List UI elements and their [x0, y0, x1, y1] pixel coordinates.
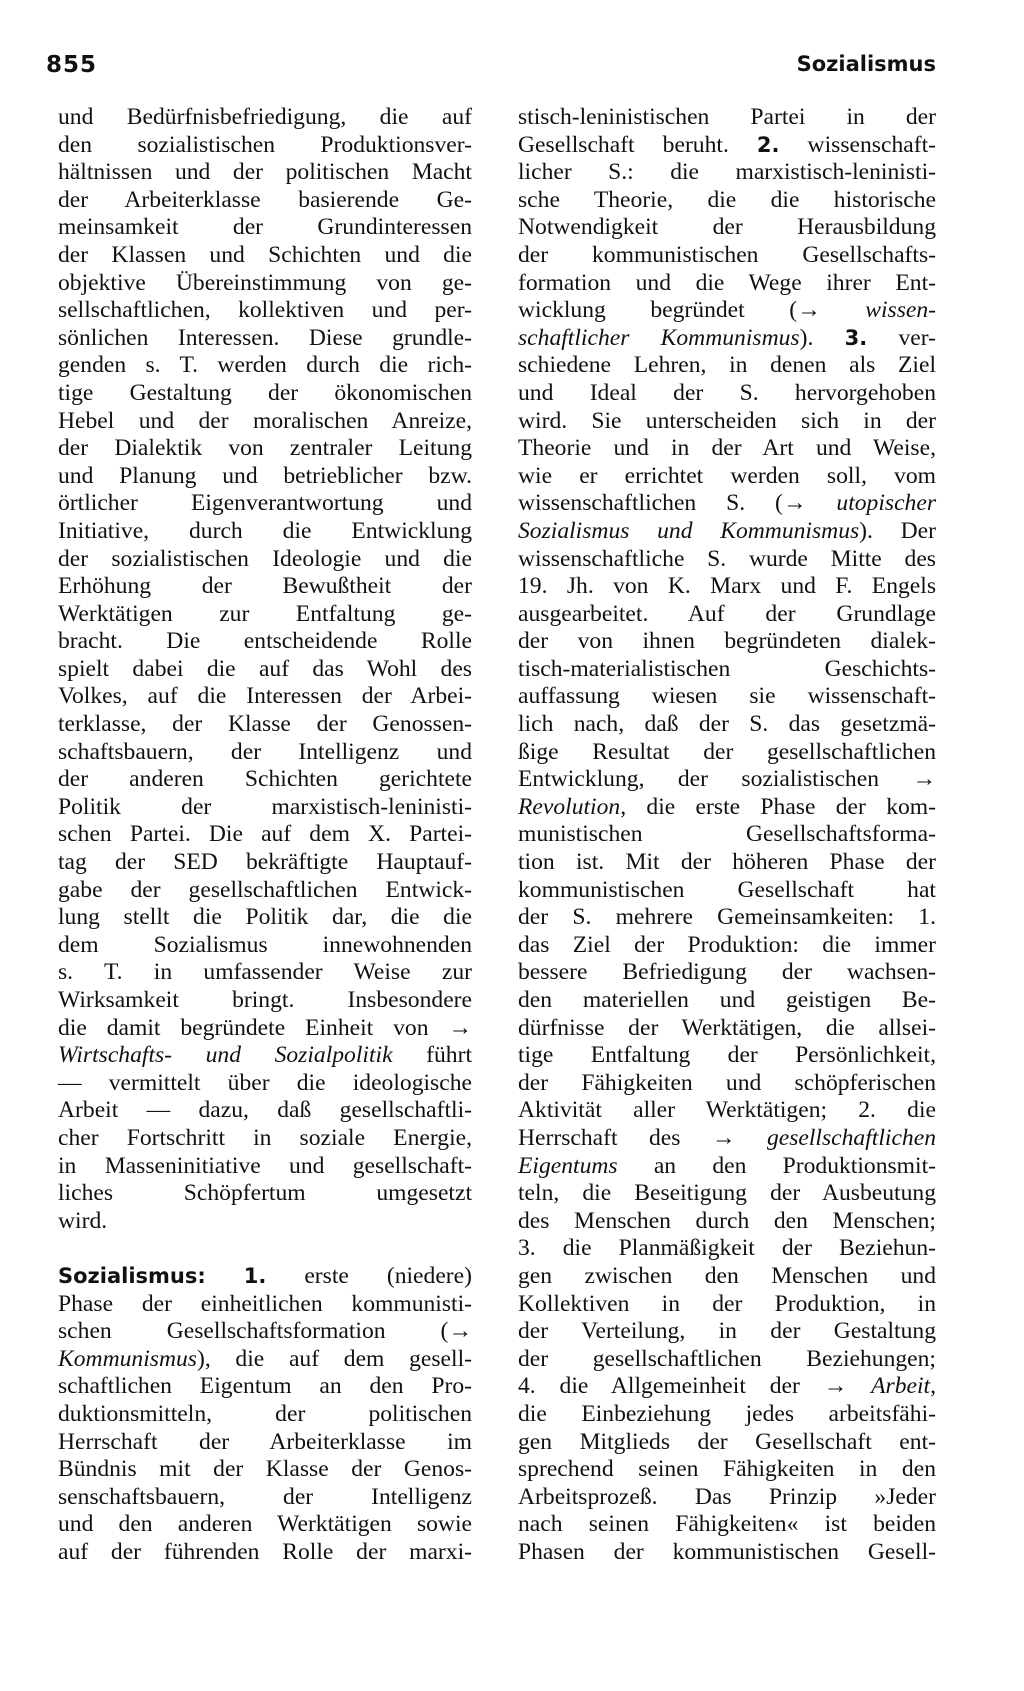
text-line — [518, 325, 936, 353]
text-line: Hebel und der moralischen Anreize, — [58, 407, 472, 434]
text-line — [518, 1125, 936, 1153]
cross-reference: Arbeit — [871, 1373, 931, 1400]
text-line: der gesellschaftlichen Beziehungen; — [518, 1345, 936, 1372]
text-line: sprechend seinen Fähigkeiten in den — [518, 1456, 936, 1483]
text-line: spielt dabei die auf das Wohl des — [58, 655, 472, 682]
text-segment: ). Der — [859, 517, 936, 544]
text-line: terklasse, der Klasse der Genossen- — [58, 711, 472, 738]
text-line: 19. Jh. von K. Marx und F. Engels — [518, 573, 936, 600]
text-line — [58, 1346, 472, 1374]
text-line: genden s. T. werden durch die rich- — [58, 352, 472, 379]
text-line — [518, 794, 936, 822]
text-line: in Masseninitiative und gesellschaft- — [58, 1152, 472, 1179]
text-line: teln, die Beseitigung der Ausbeutung — [518, 1180, 936, 1207]
text-line: und Bedürfnisbefriedigung, die auf — [58, 104, 472, 130]
text-line: der kommunistischen Gesellschafts- — [518, 241, 936, 268]
text-segment: Gesellschaft beruht. — [518, 131, 757, 158]
text-line: tion ist. Mit der höheren Phase der — [518, 849, 936, 876]
text-line: meinsamkeit der Grundinteressen — [58, 214, 472, 241]
text-line: tige Entfaltung der Persönlichkeit, — [518, 1042, 936, 1069]
text-segment: wicklung begründet (→ — [518, 297, 866, 324]
running-head: Sozialismus — [796, 52, 936, 76]
cross-reference: Sozialismus und Kommunismus — [518, 517, 860, 544]
text-line: Volkes, auf die Interessen der Arbei- — [58, 683, 472, 710]
text-line: den sozialistischen Produktionsver- — [58, 131, 472, 158]
cross-reference: schaftlicher Kommunismus — [518, 324, 800, 351]
text-segment: 4. die Allgemeinheit der → — [518, 1373, 872, 1400]
text-line: ausgearbeitet. Auf der Grundlage — [518, 600, 936, 627]
text-line: schaftsbauern, der Intelligenz und — [58, 738, 472, 765]
cross-reference: Kommunismus — [58, 1345, 197, 1372]
text-line: der Verteilung, in der Gestaltung — [518, 1318, 936, 1345]
text-line: schaftlichen Eigentum an den Pro- — [58, 1373, 472, 1400]
text-segment: erste (niedere) — [266, 1262, 472, 1289]
text-line — [518, 518, 936, 546]
text-line: und Planung und betrieblicher bzw. — [58, 462, 472, 489]
text-line: hältnissen und der politischen Macht — [58, 159, 472, 186]
text-line: 3. die Planmäßigkeit der Beziehun- — [518, 1235, 936, 1262]
text-line: der Dialektik von zentraler Leitung — [58, 435, 472, 462]
text-line: wissenschaftliche S. wurde Mitte des — [518, 545, 936, 572]
text-line: ßige Resultat der gesellschaftlichen — [518, 738, 936, 765]
text-line: sche Theorie, die die historische — [518, 186, 936, 213]
cross-reference: Wirtschafts- und Sozialpolitik — [58, 1042, 393, 1069]
text-line: licher S.: die marxistisch-leninisti- — [518, 159, 936, 186]
text-line: wird. Sie unterscheiden sich in der — [518, 407, 936, 434]
text-segment: führt — [392, 1042, 473, 1069]
text-segment: Herrschaft des → — [518, 1124, 767, 1151]
text-line: tisch-materialistischen Geschichts- — [518, 655, 936, 682]
text-line: cher Fortschritt in soziale Energie, — [58, 1124, 472, 1151]
text-line: Wirksamkeit bringt. Insbesondere — [58, 987, 472, 1013]
text-line: gen Mitglieds der Gesellschaft ent- — [518, 1428, 936, 1455]
text-line: Phase der einheitlichen kommunisti- — [58, 1290, 472, 1317]
text-line — [518, 1153, 936, 1181]
text-line: senschaftsbauern, der Intelligenz — [58, 1483, 472, 1510]
cross-reference: Eigentums — [518, 1152, 618, 1179]
text-line: auffassung wiesen sie wissenschaft- — [518, 683, 936, 710]
sense-number: 3. — [844, 325, 868, 350]
text-line: wie er errichtet werden soll, vom — [518, 462, 936, 489]
text-line: örtlicher Eigenverantwortung und — [58, 490, 472, 517]
text-line — [58, 1263, 472, 1291]
text-line: die Einbeziehung jedes arbeitsfähi- — [518, 1400, 936, 1427]
text-line: duktionsmitteln, der politischen — [58, 1400, 472, 1427]
text-segment: ver- — [867, 324, 936, 351]
text-line: Initiative, durch die Entwicklung — [58, 517, 472, 544]
text-line: lich nach, daß der S. das gesetzmä- — [518, 711, 936, 738]
text-line: Bündnis mit der Klasse der Genos- — [58, 1456, 472, 1483]
text-line: der anderen Schichten gerichtete — [58, 766, 472, 793]
text-line: der Arbeiterklasse basierende Ge- — [58, 186, 472, 213]
text-line: munistischen Gesellschaftsforma- — [518, 821, 936, 848]
text-line: s. T. in umfassender Weise zur — [58, 959, 472, 986]
text-line — [58, 1042, 472, 1070]
text-segment: , die erste Phase der kom- — [620, 793, 936, 820]
text-line: die damit begründete Einheit von → — [58, 1014, 472, 1041]
text-line: des Menschen durch den Menschen; — [518, 1207, 936, 1234]
text-line: Politik der marxistisch-leninisti- — [58, 793, 472, 820]
paragraph-gap — [58, 1235, 472, 1263]
text-segment: wissenschaft- — [779, 131, 936, 158]
text-segment: wissenschaftlichen S. (→ — [518, 490, 837, 517]
text-segment: , — [930, 1373, 936, 1400]
text-line: Entwicklung, der sozialistischen → — [518, 766, 936, 793]
text-line: Kollektiven in der Produktion, in — [518, 1290, 936, 1317]
text-line: sönlichen Interessen. Diese grundle- — [58, 324, 472, 351]
cross-reference: wissen- — [865, 297, 936, 324]
text-line: nach seinen Fähigkeiten« ist beiden — [518, 1511, 936, 1538]
text-line: den materiellen und geistigen Be- — [518, 987, 936, 1013]
text-line: der S. mehrere Gemeinsamkeiten: 1. — [518, 904, 936, 931]
cross-reference: utopischer — [836, 490, 936, 517]
text-line: sellschaftlichen, kollektiven und per- — [58, 297, 472, 324]
text-line: kommunistischen Gesellschaft hat — [518, 876, 936, 903]
text-line: objektive Übereinstimmung von ge- — [58, 269, 472, 296]
text-line: stisch-leninistischen Partei in der — [518, 104, 936, 130]
text-line: lung stellt die Politik dar, die die — [58, 904, 472, 931]
text-line: schiedene Lehren, in denen als Ziel — [518, 352, 936, 379]
text-line: der Klassen und Schichten und die — [58, 241, 472, 268]
text-line: auf der führenden Rolle der marxi- — [58, 1538, 472, 1565]
text-line: der von ihnen begründeten dialek- — [518, 628, 936, 655]
text-line: Arbeit — dazu, daß gesellschaftli- — [58, 1097, 472, 1124]
text-line: dürfnisse der Werktätigen, die allsei- — [518, 1014, 936, 1041]
text-line: der sozialistischen Ideologie und die — [58, 545, 472, 572]
text-line: schen Partei. Die auf dem X. Partei- — [58, 821, 472, 848]
text-line: Notwendigkeit der Herausbildung — [518, 214, 936, 241]
text-line: gen zwischen den Menschen und — [518, 1262, 936, 1289]
sense-number: 1. — [243, 1263, 267, 1288]
right-text-column — [518, 104, 936, 1566]
cross-reference: gesellschaftlichen — [766, 1124, 936, 1151]
text-line: Phasen der kommunistischen Gesell- — [518, 1538, 936, 1565]
text-line: bracht. Die entscheidende Rolle — [58, 628, 472, 655]
text-segment: ), die auf dem gesell- — [196, 1345, 472, 1372]
text-line: Theorie und in der Art und Weise, — [518, 435, 936, 462]
text-line: liches Schöpfertum umgesetzt — [58, 1180, 472, 1207]
text-line: tige Gestaltung der ökonomischen — [58, 379, 472, 406]
entry-headword: Sozialismus: — [58, 1263, 206, 1288]
text-segment — [206, 1263, 244, 1289]
text-line: Herrschaft der Arbeiterklasse im — [58, 1428, 472, 1455]
text-line: Erhöhung der Bewußtheit der — [58, 573, 472, 600]
text-line — [518, 132, 936, 160]
text-line: Arbeitsprozeß. Das Prinzip »Jeder — [518, 1483, 936, 1510]
text-line — [518, 297, 936, 325]
text-line: formation und die Wege ihrer Ent- — [518, 269, 936, 296]
cross-reference: Revolution — [518, 793, 621, 820]
text-line: das Ziel der Produktion: die immer — [518, 931, 936, 958]
text-line: — vermittelt über die ideologische — [58, 1069, 472, 1096]
text-line: Werktätigen zur Entfaltung ge- — [58, 600, 472, 627]
text-line: gabe der gesellschaftlichen Entwick- — [58, 876, 472, 903]
text-line: bessere Befriedigung der wachsen- — [518, 959, 936, 986]
text-segment: an den Produktionsmit- — [617, 1152, 936, 1179]
sense-number: 2. — [756, 132, 780, 157]
text-line — [518, 490, 936, 518]
left-text-column — [58, 104, 472, 1566]
text-line: wird. — [58, 1207, 108, 1234]
text-line — [518, 1373, 936, 1401]
text-line: tag der SED bekräftigte Hauptauf- — [58, 849, 472, 876]
text-line: und Ideal der S. hervorgehoben — [518, 379, 936, 406]
page-number: 855 — [46, 52, 98, 78]
text-segment: ). — [799, 324, 845, 351]
text-line: Aktivität aller Werktätigen; 2. die — [518, 1097, 936, 1124]
text-line: dem Sozialismus innewohnenden — [58, 931, 472, 958]
text-line: und den anderen Werktätigen sowie — [58, 1511, 472, 1538]
text-line: schen Gesellschaftsformation (→ — [58, 1318, 472, 1345]
text-line: der Fähigkeiten und schöpferischen — [518, 1069, 936, 1096]
